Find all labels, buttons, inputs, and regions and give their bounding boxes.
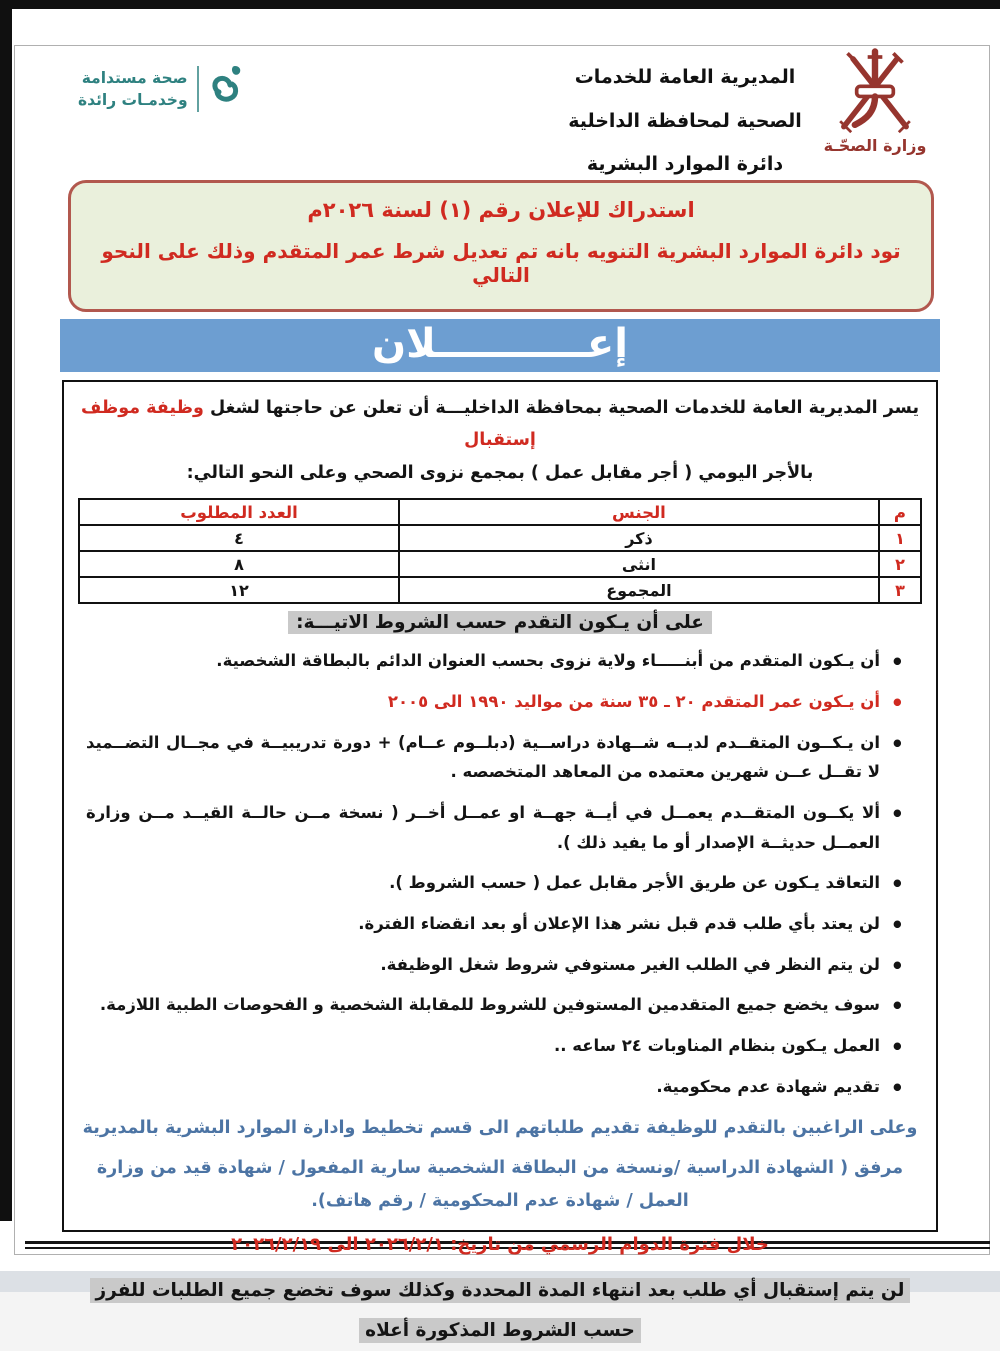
condition-item: • ألا يكــون المتقــدم يعمــل في أيــة جهــة او عمــل أخــر ( نسخة مــن حالــة القيــد مــن وزارة العمــل حديثــة الإصدار أو ما يفيد ذلك ). [86,798,880,857]
row-no: ٣ [879,577,921,603]
correction-notice-box [68,180,934,312]
ministry-caption: وزارة الصحّـة [823,136,927,155]
row-count: ١٢ [79,577,399,603]
condition-item: • العمل يـكون بنظام المناوبات ٢٤ ساعه .. [86,1031,880,1061]
condition-item: • لن يعتد بأي طلب قدم قبل نشر هذا الإعلان أو بعد انقضاء الفترة. [86,909,880,939]
department-line: الصحية لمحافظة الداخلية [568,109,802,132]
conditions-list [78,646,922,1101]
row-gender: انثى [399,551,879,577]
vision-logo-line1: صحة مستدامة [81,68,188,87]
logo-divider [197,66,199,112]
row-gender: ذكر [399,525,879,551]
row-no: ١ [879,525,921,551]
row-count: ٨ [79,551,399,577]
announcement-banner: إعـــــــــــلان [60,319,940,372]
department-line: دائرة الموارد البشرية [586,153,784,176]
sustainable-health-logo [78,62,244,116]
condition-item: • ان يـكــون المتقــدم لديــه شــهادة دراســية (دبلــوم عــام) + دورة تدريبيــة في مجــال التضــميد لا تقــل عــن شهرين معتمده من المعاهد المتخصصه . [86,728,880,787]
announcement-body-box [62,380,938,1341]
intro-text-line2: بالأجر اليومي ( أجر مقابل عمل ) بمجمع نزوى الصحي وعلى النحو التالي: [186,462,814,483]
col-header-gender: الجنس [399,499,879,525]
table-row [79,525,921,551]
correction-title: استدراك للإعلان رقم (١) لسنة ٢٠٢٦م [307,198,695,222]
row-count: ٤ [79,525,399,551]
correction-body: تود دائرة الموارد البشرية التنويه بانه تم تعديل شرط عمر المتقدم وذلك على النحو التالي [101,239,901,287]
col-header-count: العدد المطلوب [79,499,399,525]
attachments-note: مرفق ( الشهادة الدراسية /ونسخة من البطاقة الشخصية سارية المفعول / شهادة قيد من وزارة العمل / شهادة عدم المحكومية / رقم هاتف). [96,1157,904,1211]
row-gender: المجموع [399,577,879,603]
job-title-highlight: وظيفة موظف إستقبال [80,398,536,451]
oman-emblem-icon [805,46,945,134]
scan-edge-top [0,0,1000,9]
condition-item: • لن يتم النظر في الطلب الغير مستوفي شروط شغل الوظيفة. [86,950,880,980]
scan-edge-left [0,0,12,1221]
conditions-heading: على أن يـكون التقدم حسب الشروط الاتيـــة: [288,611,712,634]
health-50-icon [208,62,244,116]
ministry-of-health-logo [805,46,945,155]
submission-instruction: وعلى الراغبين بالتقدم للوظيفة تقديم طلباتهم الى قسم تخطيط وادارة الموارد البشرية بالمديرية [82,1118,918,1139]
condition-item: • تقديم شهادة عدم محكومية. [86,1072,880,1102]
vacancies-table [78,498,922,604]
row-no: ٢ [879,551,921,577]
vision-logo-line2: وخدمـات رائدة [78,91,188,109]
conditions-heading-wrap [78,611,922,634]
table-row [79,577,921,603]
table-row [79,551,921,577]
col-header-no: م [879,499,921,525]
closing-note-text: لن يتم إستقبال أي طلب بعد انتهاء المدة المحددة وكذلك سوف تخضع جميع الطلبات للفرز حسب الشروط المذكورة أعلاه [90,1278,911,1343]
vision-logo-text [78,67,188,112]
department-line: المديرية العامة للخدمات [574,66,796,88]
condition-item: • التعاقد يـكون عن طريق الأجر مقابل عمل ( حسب الشروط ). [86,868,880,898]
condition-item: • أن يـكون المتقدم من أبنـــــاء ولاية نزوى بحسب العنوان الدائم بالبطاقة الشخصية. [86,646,880,676]
intro-text-black: يسر المديرية العامة للخدمات الصحية بمحافظة الداخليـــة أن تعلن عن حاجتها لشغل [203,398,920,418]
table-header-row [79,499,921,525]
department-title-block [530,56,840,187]
submission-period: خلال فترة الدوام الرسمي من تاريخ: ٢٠٢٦/٢/١ الى ٢٠٢٦/٢/١٩ [231,1234,769,1256]
closing-note [78,1271,922,1351]
condition-item: • سوف يخضع جميع المتقدمين المستوفين للشروط للمقابلة الشخصية و الفحوصات الطبية اللازمة. [86,990,880,1020]
intro-paragraph [78,392,922,489]
condition-item: • أن يـكون عمر المتقدم ٢٠ ـ ٣٥ سنة من مواليد ١٩٩٠ الى ٢٠٠٥ [86,687,880,717]
